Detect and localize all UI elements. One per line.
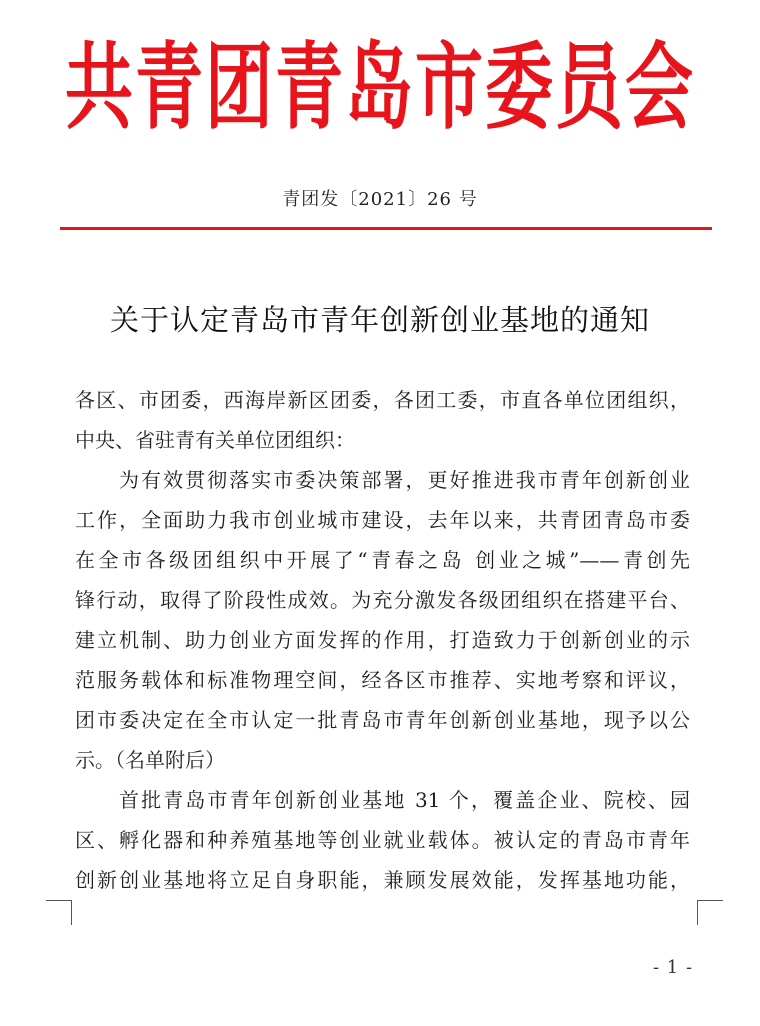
- body-line: 区、孵化器和种养殖基地等创业就业载体。被认定的青岛市青年: [75, 828, 690, 852]
- body-paragraph: [75, 780, 690, 900]
- header-divider: [60, 227, 712, 230]
- document-title: 关于认定青岛市青年创新创业基地的通知: [109, 303, 650, 337]
- body-line: 创新创业基地将立足自身职能，兼顾发展效能，发挥基地功能，: [75, 868, 690, 892]
- body-line: 为有效贯彻落实市委决策部署，更好推进我市青年创新创业: [119, 468, 690, 492]
- body-line: 锋行动，取得了阶段性成效。为充分激发各级团组织在搭建平台、: [75, 588, 690, 612]
- body-line: 建立机制、助力创业方面发挥的作用，打造致力于创新创业的示: [75, 628, 690, 652]
- body-line: 示。（名单附后）: [75, 748, 225, 772]
- crop-mark-right: [697, 900, 723, 925]
- salutation-line: 各区、市团委，西海岸新区团委，各团工委，市直各单位团组织，: [75, 388, 690, 412]
- document-number: 青团发〔2021〕26 号: [282, 189, 478, 210]
- body-line: 在全市各级团组织中开展了“青春之岛 创业之城”——青创先: [75, 548, 690, 572]
- body-paragraph: [75, 460, 690, 780]
- body-line: 首批青岛市青年创新创业基地 31 个，覆盖企业、院校、园: [119, 788, 690, 812]
- salutation-line: 中央、省驻青有关单位团组织：: [75, 428, 355, 452]
- body-line: 团市委决定在全市认定一批青岛市青年创新创业基地，现予以公: [75, 708, 690, 732]
- body-line: 工作，全面助力我市创业城市建设，去年以来，共青团青岛市委: [75, 508, 690, 532]
- document-body: [75, 380, 690, 900]
- salutation: [75, 380, 690, 460]
- issuer-heading: 共青团青岛市委员会: [64, 32, 695, 143]
- body-line: 范服务载体和标准物理空间，经各区市推荐、实地考察和评议，: [75, 668, 690, 692]
- page-number: - 1 -: [652, 957, 694, 978]
- crop-mark-left: [46, 900, 72, 925]
